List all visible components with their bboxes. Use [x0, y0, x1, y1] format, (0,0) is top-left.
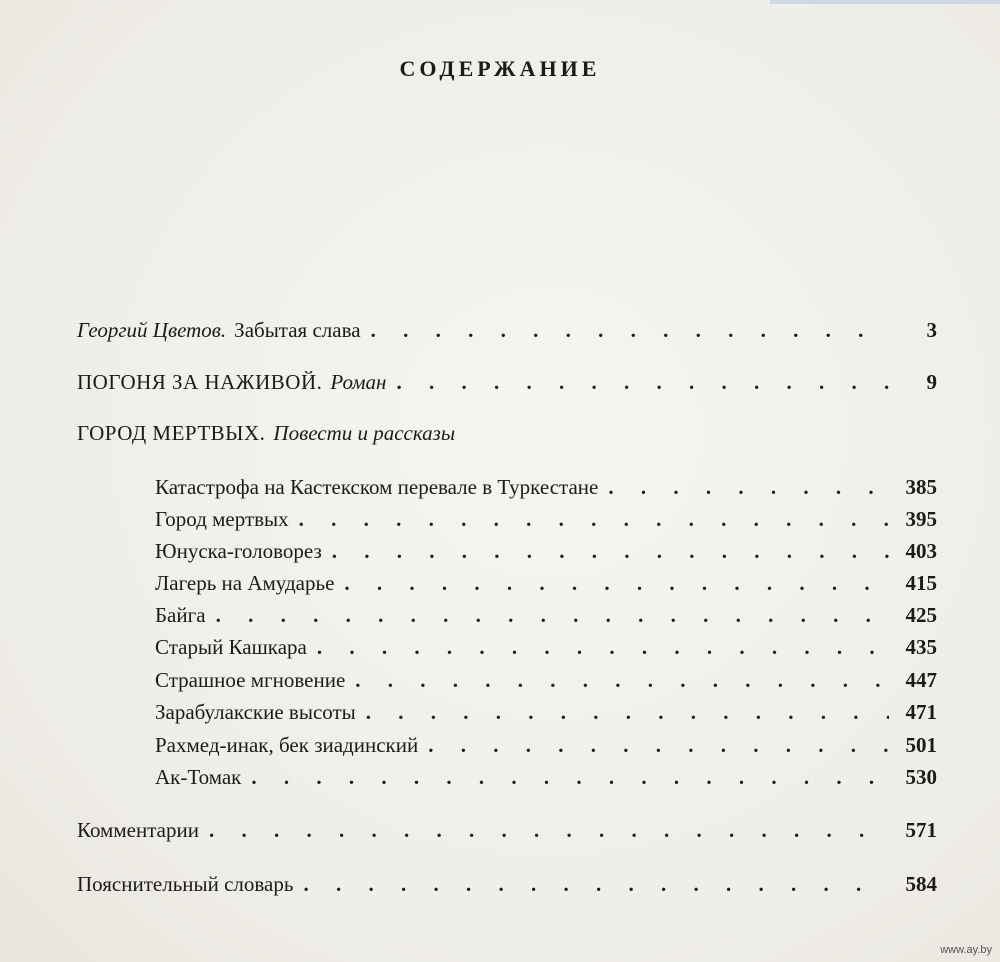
- toc-story-title: Город мертвых: [155, 507, 289, 531]
- dot-leader: [322, 535, 889, 567]
- toc-entry-glossary: [77, 868, 937, 900]
- toc-page-number: 584: [905, 872, 937, 896]
- toc-story-title: Страшное мгновение: [155, 668, 346, 692]
- toc-page-number: 403: [905, 539, 937, 563]
- dot-leader: [241, 761, 889, 793]
- toc-page-number: 447: [905, 668, 937, 692]
- toc-entry-name: Пояснительный словарь: [77, 872, 294, 896]
- dot-leader: [598, 471, 889, 503]
- toc-page-number: 9: [926, 370, 937, 394]
- dot-leader: [206, 599, 889, 631]
- dot-leader: [307, 631, 889, 663]
- toc-entry-comments: [77, 814, 937, 846]
- toc-entry-title: [77, 314, 361, 346]
- toc-page-number: 395: [905, 507, 937, 531]
- site-watermark: www.ay.by: [940, 944, 992, 956]
- toc-entry-name: ПОГОНЯ ЗА НАЖИВОЙ.: [77, 370, 323, 394]
- toc-heading: СОДЕРЖАНИЕ: [399, 56, 601, 81]
- toc-entry-author: Георгий Цветов.: [77, 318, 227, 342]
- toc-story-title: Зарабулакские высоты: [155, 700, 356, 724]
- toc-entry-name: Комментарии: [77, 818, 199, 842]
- toc-entry-name: Забытая слава: [234, 318, 361, 342]
- dot-leader: [293, 868, 889, 900]
- toc-section-heading: [77, 417, 937, 449]
- dot-leader: [361, 314, 889, 346]
- toc-story: [155, 599, 937, 631]
- toc-story: [155, 471, 937, 503]
- dot-leader: [199, 814, 889, 846]
- dot-leader: [418, 729, 889, 761]
- toc-page-number: 471: [905, 700, 937, 724]
- toc-entry-subtitle: Роман: [330, 370, 387, 394]
- toc-entry-title: [77, 366, 386, 398]
- toc-entry-name: ГОРОД МЕРТВЫХ.: [77, 421, 266, 445]
- toc-story: [155, 503, 937, 535]
- toc-page-number: 385: [905, 475, 937, 499]
- toc-story: [155, 729, 937, 761]
- dot-leader: [289, 503, 889, 535]
- toc-entry-title: [77, 417, 455, 449]
- toc-entry-foreword: [77, 314, 937, 346]
- toc-story-title: Ак-Томак: [155, 765, 242, 789]
- toc-page-number: 425: [905, 603, 937, 627]
- toc-entry-subtitle: Повести и рассказы: [273, 421, 456, 445]
- toc-page-number: 415: [905, 571, 937, 595]
- toc-story-title: Старый Кашкара: [155, 635, 307, 659]
- toc-entry-novel: [77, 366, 937, 398]
- dot-leader: [334, 567, 889, 599]
- toc-page-number: 530: [905, 765, 937, 789]
- toc-story-title: Лагерь на Амударье: [155, 571, 335, 595]
- toc-page-number: 3: [926, 318, 937, 342]
- toc-page-number: 501: [905, 733, 937, 757]
- dot-leader: [345, 664, 889, 696]
- toc-story-title: Катастрофа на Кастекском перевале в Туркестане: [155, 475, 599, 499]
- toc-story: [155, 761, 937, 793]
- toc-story: [155, 664, 937, 696]
- toc-story-title: Рахмед-инак, бек зиадинский: [155, 733, 419, 757]
- toc-page-number: 435: [905, 635, 937, 659]
- dot-leader: [386, 366, 889, 398]
- toc-page-number: 571: [905, 818, 937, 842]
- toc-story: [155, 631, 937, 663]
- toc-story-title: Байга: [155, 603, 206, 627]
- toc-story: [155, 696, 937, 728]
- toc-story: [155, 567, 937, 599]
- dot-leader: [356, 696, 889, 728]
- toc-story-title: Юнуска-головорез: [155, 539, 322, 563]
- toc-story: [155, 535, 937, 567]
